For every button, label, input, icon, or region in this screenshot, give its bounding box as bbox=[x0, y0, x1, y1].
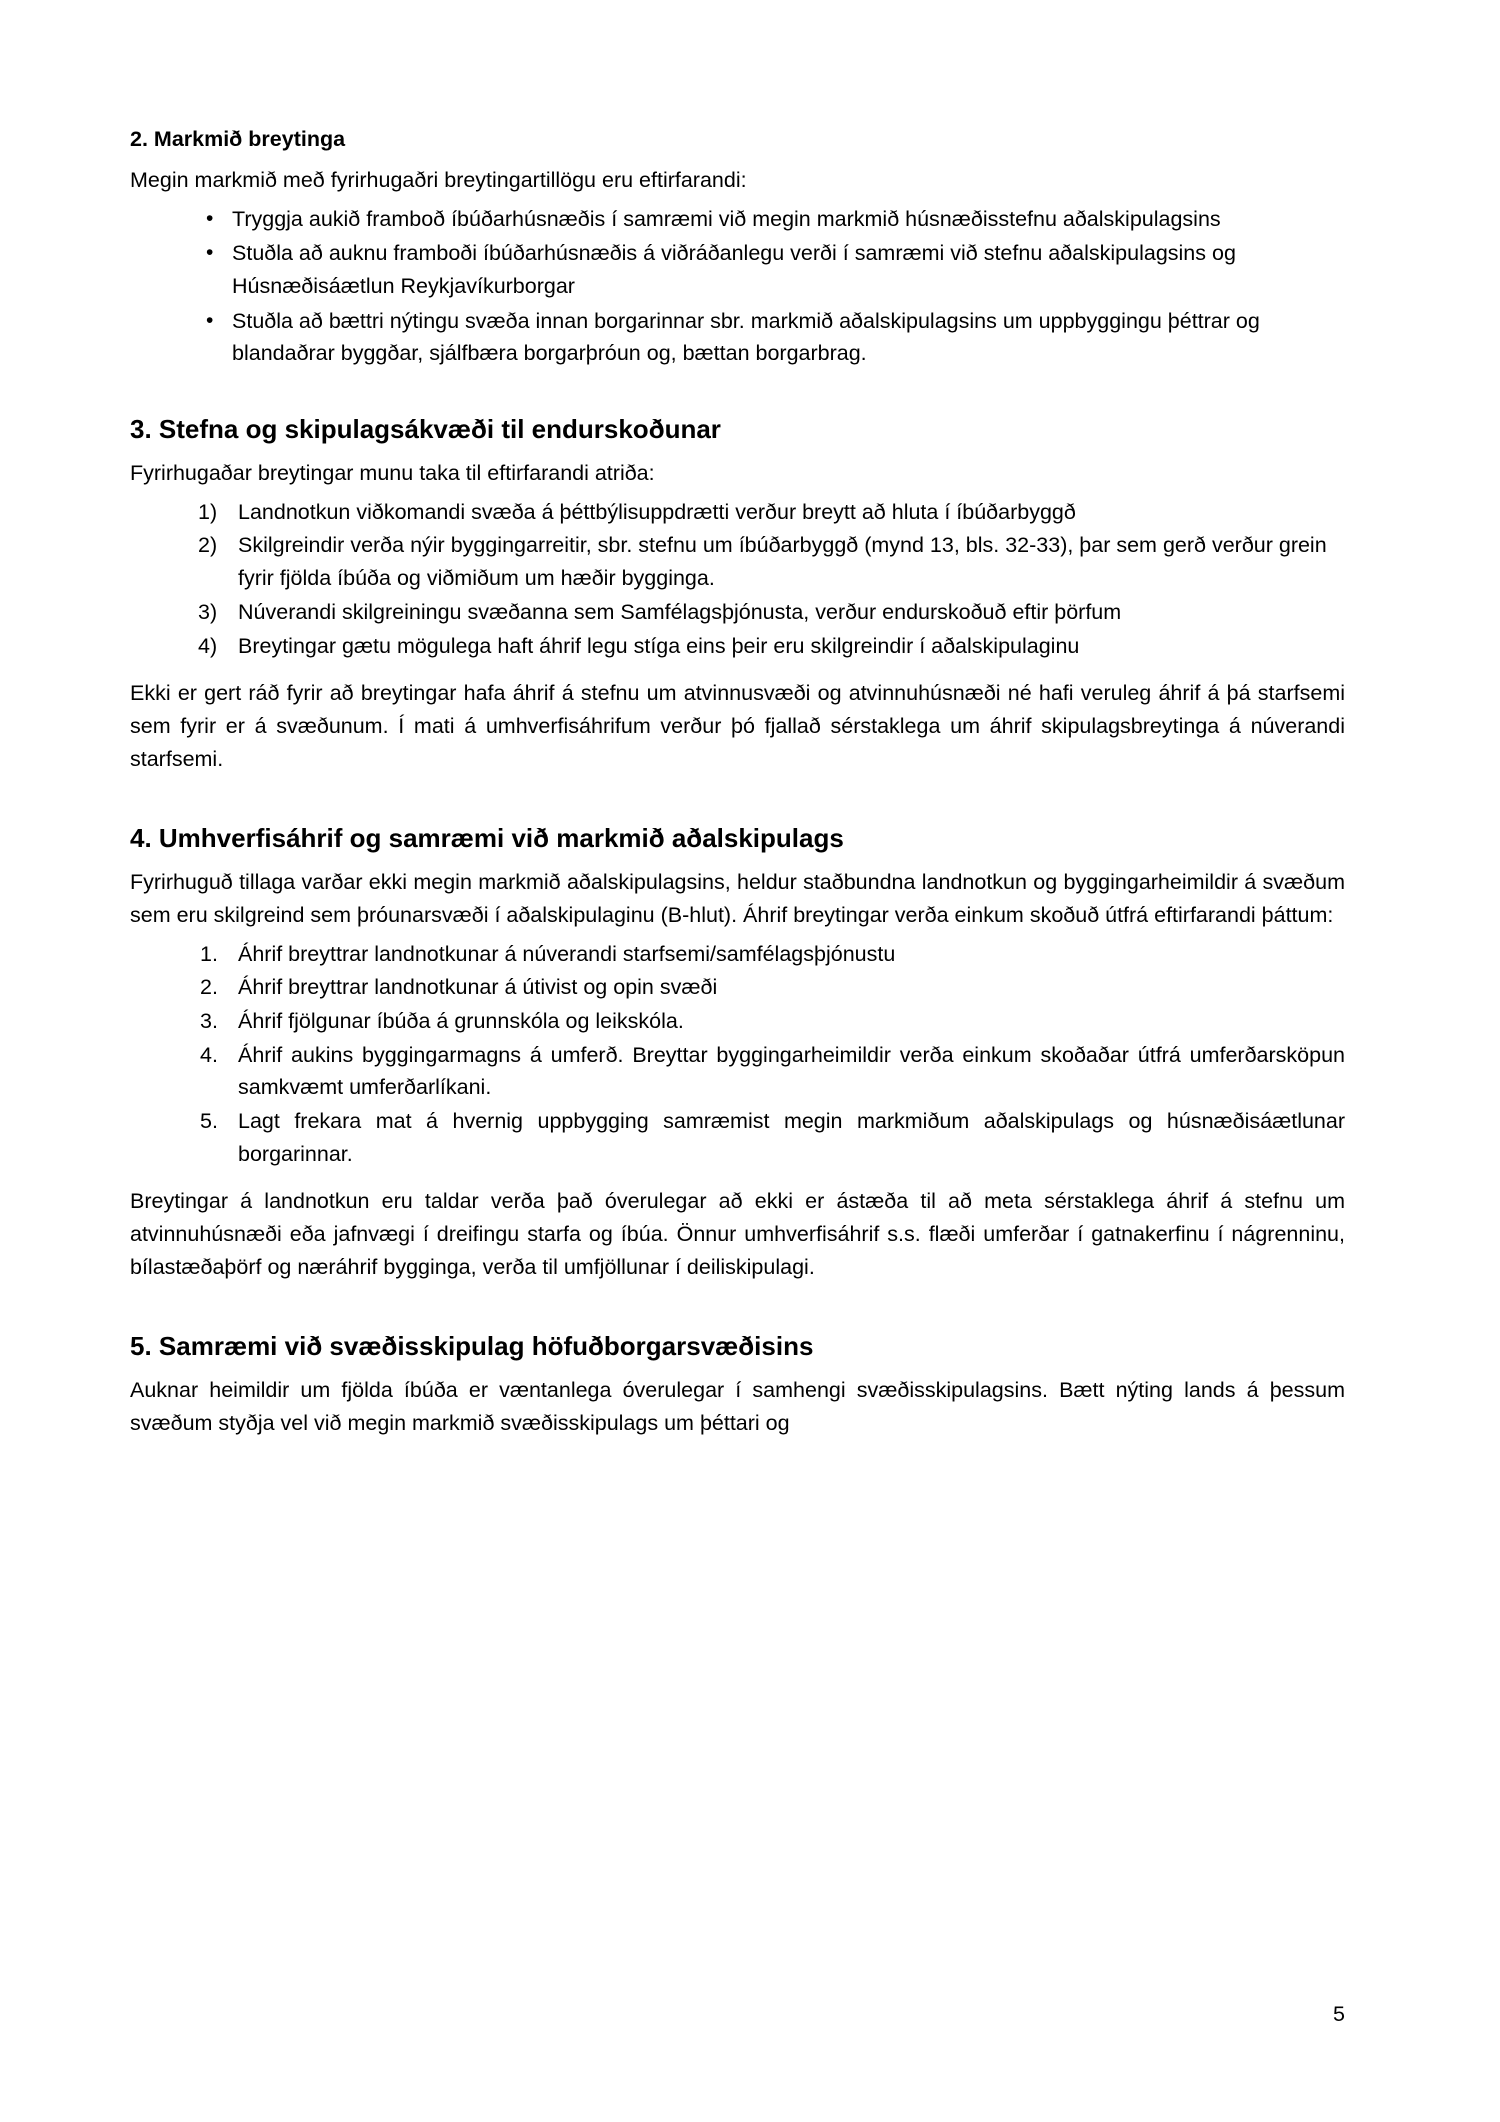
section-intro-3: Fyrirhugaðar breytingar munu taka til eftirfarandi atriða: bbox=[130, 461, 655, 486]
list-item: Landnotkun viðkomandi svæða á þéttbýlisuppdrætti verður breytt að hluta í íbúðarbyggð bbox=[238, 499, 1076, 524]
section-spacer bbox=[130, 372, 1345, 412]
section-heading-3: 3. Stefna og skipulagsákvæði til endurskoðunar bbox=[130, 414, 721, 445]
list-item: Áhrif breyttrar landnotkunar á útivist og opin svæði bbox=[238, 975, 718, 1000]
page-content bbox=[130, 125, 1345, 1440]
section-intro-5: Auknar heimildir um fjölda íbúða er væntanlega óverulegar í samhengi svæðisskipulagsins. Bætt nýting lands á þessum svæðum styðja vel við megin markmið svæðisskipulags um þéttari og bbox=[130, 1378, 1345, 1436]
section-spacer bbox=[130, 1289, 1345, 1329]
section-heading-5: 5. Samræmi við svæðisskipulag höfuðborgarsvæðisins bbox=[130, 1331, 814, 1362]
section-heading-4: 4. Umhverfisáhrif og samræmi við markmið aðalskipulags bbox=[130, 823, 844, 854]
list-item: Áhrif breyttrar landnotkunar á núverandi starfsemi/samfélagsþjónustu bbox=[238, 941, 896, 966]
numbered-list-section-3 bbox=[130, 496, 1345, 662]
list-item: Áhrif aukins byggingarmagns á umferð. Breyttar byggingarheimildir verða einkum skoðaðar útfrá umferðarsköpun samkvæmt umferðarlíkani. bbox=[238, 1042, 1345, 1100]
section-closing-3: Ekki er gert ráð fyrir að breytingar hafa áhrif á stefnu um atvinnusvæði og atvinnuhúsnæði né hafi veruleg áhrif á þá starfsemi sem fyrir er á svæðunum. Í mati á umhverfisáhrifum verður þó fjallað sérstaklega um áhrif skipulagsbreytinga á núverandi starfsemi. bbox=[130, 681, 1345, 771]
paragraph-spacer bbox=[130, 1171, 1345, 1185]
section-heading-2: 2. Markmið breytinga bbox=[130, 127, 346, 151]
list-item: • Tryggja aukið framboð íbúðarhúsnæðis í samræmi við megin markmið húsnæðisstefnu aðalskipulagsins bbox=[198, 203, 1345, 236]
bullet-list-section-2 bbox=[130, 203, 1345, 370]
list-item: Áhrif fjölgunar íbúða á grunnskóla og leikskóla. bbox=[238, 1008, 684, 1033]
numbered-list-section-4 bbox=[130, 938, 1345, 1171]
section-closing-4: Breytingar á landnotkun eru taldar verða það óverulegar að ekki er ástæða til að meta sérstaklega áhrif á stefnu um atvinnuhúsnæði eða jafnvægi í dreifingu starfa og íbúa. Önnur umhverfisáhrif s.s. flæði umferðar í gatnakerfinu í nágrenninu, bílastæðaþörf og næráhrif bygginga, verða til umfjöllunar í deiliskipulagi. bbox=[130, 1189, 1345, 1279]
paragraph-spacer bbox=[130, 663, 1345, 677]
list-item: • Stuðla að bættri nýtingu svæða innan borgarinnar sbr. markmið aðalskipulagsins um uppbyggingu þéttrar og blandaðrar byggðar, sjálfbæra borgarþróun og, bættan borgarbrag. bbox=[198, 305, 1345, 370]
page-number: 5 bbox=[1333, 2002, 1345, 2026]
list-item: Lagt frekara mat á hvernig uppbygging samræmist megin markmiðum aðalskipulags og húsnæðisáætlunar borgarinnar. bbox=[238, 1108, 1345, 1166]
section-intro-4: Fyrirhuguð tillaga varðar ekki megin markmið aðalskipulagsins, heldur staðbundna landnotkun og byggingarheimildir á svæðum sem eru skilgreind sem þróunarsvæði í aðalskipulaginu (B-hlut). Áhrif breytingar verða einkum skoðuð útfrá eftirfarandi þáttum: bbox=[130, 870, 1345, 927]
list-item: • Stuðla að auknu framboði íbúðarhúsnæðis á viðráðanlegu verði í samræmi við stefnu aðalskipulagsins og Húsnæðisáætlun Reykjavíkurborgar bbox=[198, 237, 1345, 302]
list-item: Breytingar gætu mögulega haft áhrif legu stíga eins þeir eru skilgreindir í aðalskipulaginu bbox=[238, 633, 1080, 658]
section-intro-2: Megin markmið með fyrirhugaðri breytingartillögu eru eftirfarandi: bbox=[130, 168, 747, 193]
section-spacer bbox=[130, 781, 1345, 821]
list-item: Núverandi skilgreiningu svæðanna sem Samfélagsþjónusta, verður endurskoðuð eftir þörfum bbox=[238, 599, 1122, 624]
list-item: Skilgreindir verða nýir byggingarreitir, sbr. stefnu um íbúðarbyggð (mynd 13, bls. 32-33), þar sem gerð verður grein fyrir fjölda íbúða og viðmiðum um hæðir bygginga. bbox=[238, 533, 1327, 591]
